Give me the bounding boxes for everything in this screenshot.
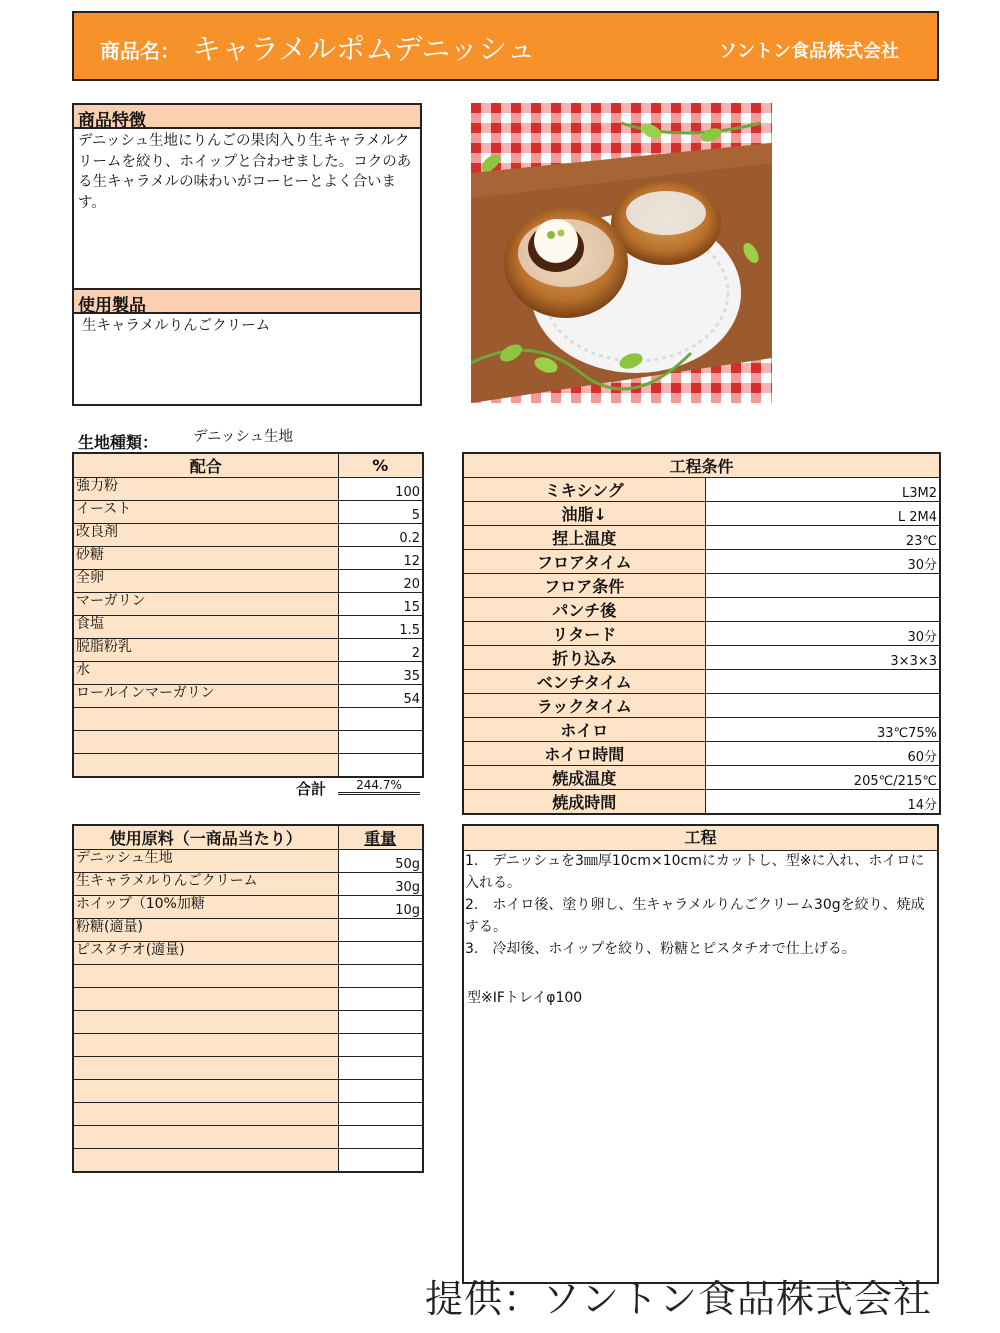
empty-cell: [338, 1103, 423, 1126]
formula-total-value: 244.7%: [338, 778, 420, 795]
table-row: [463, 574, 940, 598]
material-weight: 10g: [338, 896, 423, 919]
condition-value: 60分: [705, 742, 940, 766]
ingredient-percent: 20: [338, 570, 423, 593]
table-row: [73, 662, 423, 685]
material-name: ホイップ（10%加糖: [73, 896, 338, 919]
condition-name: 捏上温度: [463, 526, 705, 550]
features-box: [72, 103, 422, 290]
table-row: [73, 919, 423, 942]
table-row: [463, 766, 940, 790]
material-weight: [338, 919, 423, 942]
footer-credit: 提供：ソントン食品株式会社: [425, 1277, 933, 1321]
condition-name: ホイロ: [463, 718, 705, 742]
material-name: ピスタチオ(適量): [73, 942, 338, 965]
danish-photo-illustration: [471, 103, 772, 403]
ingredient-name: 水: [73, 662, 338, 685]
ingredient-name: 砂糖: [73, 547, 338, 570]
empty-cell: [338, 1057, 423, 1080]
table-row: [73, 988, 423, 1011]
condition-value: 33℃75%: [705, 718, 940, 742]
table-row: [73, 524, 423, 547]
table-row: [73, 616, 423, 639]
ingredient-percent: 2: [338, 639, 423, 662]
condition-value: [705, 694, 940, 718]
conditions-table: [462, 452, 941, 815]
ingredient-name: マーガリン: [73, 593, 338, 616]
material-weight: 30g: [338, 873, 423, 896]
ingredient-percent: 100: [338, 478, 423, 501]
empty-cell: [338, 965, 423, 988]
table-row: [73, 1126, 423, 1149]
table-row: [463, 478, 940, 502]
empty-cell: [73, 1149, 338, 1172]
used-products-title: 使用製品: [74, 290, 420, 314]
condition-value: [705, 598, 940, 622]
table-row: [73, 896, 423, 919]
product-name: キャラメルポムデニッシュ: [192, 32, 536, 66]
table-row: [73, 731, 423, 754]
product-photo: [471, 103, 772, 403]
table-row: [73, 1011, 423, 1034]
used-products-text: 生キャラメルりんごクリーム: [82, 318, 271, 334]
empty-cell: [338, 1034, 423, 1057]
table-row: [73, 1080, 423, 1103]
conditions-header-row: [463, 453, 940, 478]
materials-table: [72, 824, 424, 1173]
ingredient-name: ロールインマーガリン: [73, 685, 338, 708]
table-row: [463, 694, 940, 718]
product-name-label: 商品名：: [100, 39, 180, 63]
empty-cell: [338, 708, 423, 731]
empty-cell: [73, 731, 338, 754]
condition-name: 焼成時間: [463, 790, 705, 815]
condition-value: 23℃: [705, 526, 940, 550]
empty-cell: [338, 1011, 423, 1034]
table-row: [73, 942, 423, 965]
condition-name: 焼成温度: [463, 766, 705, 790]
empty-cell: [73, 1103, 338, 1126]
table-row: [463, 526, 940, 550]
empty-cell: [338, 988, 423, 1011]
table-row: [73, 501, 423, 524]
table-row: [73, 708, 423, 731]
ingredient-percent: 5: [338, 501, 423, 524]
table-row: [73, 1057, 423, 1080]
materials-col-weight: 重量: [338, 825, 423, 850]
table-row: [463, 742, 940, 766]
table-row: [73, 639, 423, 662]
table-row: [463, 502, 940, 526]
table-row: [463, 718, 940, 742]
company-name: ソントン食品株式会社: [719, 41, 899, 62]
condition-value: [705, 574, 940, 598]
table-row: [463, 670, 940, 694]
condition-name: ミキシング: [463, 478, 705, 502]
ingredient-percent: 12: [338, 547, 423, 570]
condition-value: 205℃/215℃: [705, 766, 940, 790]
ingredient-percent: 54: [338, 685, 423, 708]
formula-header-row: [73, 453, 423, 478]
material-name: 粉糖(適量): [73, 919, 338, 942]
ingredient-name: 食塩: [73, 616, 338, 639]
ingredient-name: イースト: [73, 501, 338, 524]
features-text: デニッシュ生地にりんごの果肉入り生キャラメルクリームを絞り、ホイップと合わせました。コクのある生キャラメルの味わいがコーヒーとよく合います。: [78, 133, 412, 211]
empty-cell: [73, 708, 338, 731]
condition-name: フロア条件: [463, 574, 705, 598]
empty-cell: [73, 1057, 338, 1080]
table-row: [463, 646, 940, 670]
ingredient-percent: 15: [338, 593, 423, 616]
table-row: [73, 593, 423, 616]
condition-value: 3×3×3: [705, 646, 940, 670]
condition-name: ベンチタイム: [463, 670, 705, 694]
condition-value: L 2M4: [705, 502, 940, 526]
process-steps: [465, 850, 935, 960]
process-step: 3. 冷却後、ホイップを絞り、粉糖とピスタチオで仕上げる。: [465, 941, 856, 957]
ingredient-percent: 0.2: [338, 524, 423, 547]
formula-table: [72, 452, 424, 778]
dough-type-value: デニッシュ生地: [193, 429, 294, 445]
condition-name: 油脂↓: [463, 502, 705, 526]
process-step: 1. デニッシュを3㎜厚10cm×10cmにカットし、型※に入れ、ホイロに入れる。: [465, 853, 925, 891]
materials-header-row: [73, 825, 423, 850]
process-note: 型※IFトレイφ100: [467, 990, 583, 1006]
table-row: [463, 790, 940, 815]
formula-col-name: 配合: [73, 453, 338, 478]
empty-cell: [338, 754, 423, 777]
ingredient-name: 全卵: [73, 570, 338, 593]
dough-type-label: 生地種類：: [78, 433, 159, 452]
table-row: [73, 965, 423, 988]
table-row: [73, 1103, 423, 1126]
material-weight: [338, 942, 423, 965]
table-row: [73, 570, 423, 593]
formula-col-pct: %: [338, 453, 423, 478]
process-step: 2. ホイロ後、塗り卵し、生キャラメルりんごクリーム30gを絞り、焼成する。: [465, 897, 925, 935]
empty-cell: [338, 1126, 423, 1149]
condition-name: ラックタイム: [463, 694, 705, 718]
material-name: デニッシュ生地: [73, 850, 338, 873]
used-products-box: [72, 288, 422, 406]
condition-name: フロアタイム: [463, 550, 705, 574]
material-weight: 50g: [338, 850, 423, 873]
table-row: [73, 478, 423, 501]
table-row: [463, 622, 940, 646]
table-row: [73, 1149, 423, 1172]
table-row: [73, 850, 423, 873]
condition-name: ホイロ時間: [463, 742, 705, 766]
table-row: [73, 547, 423, 570]
table-row: [73, 754, 423, 777]
material-name: 生キャラメルりんごクリーム: [73, 873, 338, 896]
table-row: [463, 598, 940, 622]
condition-name: 折り込み: [463, 646, 705, 670]
condition-value: 30分: [705, 550, 940, 574]
empty-cell: [73, 1126, 338, 1149]
empty-cell: [73, 988, 338, 1011]
empty-cell: [338, 731, 423, 754]
empty-cell: [338, 1149, 423, 1172]
empty-cell: [338, 1080, 423, 1103]
materials-col-name: 使用原料（一商品当たり）: [73, 825, 338, 850]
empty-cell: [73, 1034, 338, 1057]
process-title: 工程: [464, 826, 937, 851]
ingredient-name: 脱脂粉乳: [73, 639, 338, 662]
conditions-title: 工程条件: [463, 453, 940, 478]
condition-name: パンチ後: [463, 598, 705, 622]
condition-value: 14分: [705, 790, 940, 815]
ingredient-name: 強力粉: [73, 478, 338, 501]
features-title: 商品特徴: [74, 105, 420, 129]
table-row: [463, 550, 940, 574]
title-banner: [72, 11, 939, 81]
ingredient-percent: 35: [338, 662, 423, 685]
empty-cell: [73, 1080, 338, 1103]
condition-value: 30分: [705, 622, 940, 646]
formula-total-label: 合計: [296, 780, 327, 798]
ingredient-percent: 1.5: [338, 616, 423, 639]
empty-cell: [73, 1011, 338, 1034]
table-row: [73, 685, 423, 708]
ingredient-name: 改良剤: [73, 524, 338, 547]
empty-cell: [73, 754, 338, 777]
condition-value: [705, 670, 940, 694]
condition-name: リタード: [463, 622, 705, 646]
table-row: [73, 1034, 423, 1057]
table-row: [73, 873, 423, 896]
condition-value: L3M2: [705, 478, 940, 502]
empty-cell: [73, 965, 338, 988]
